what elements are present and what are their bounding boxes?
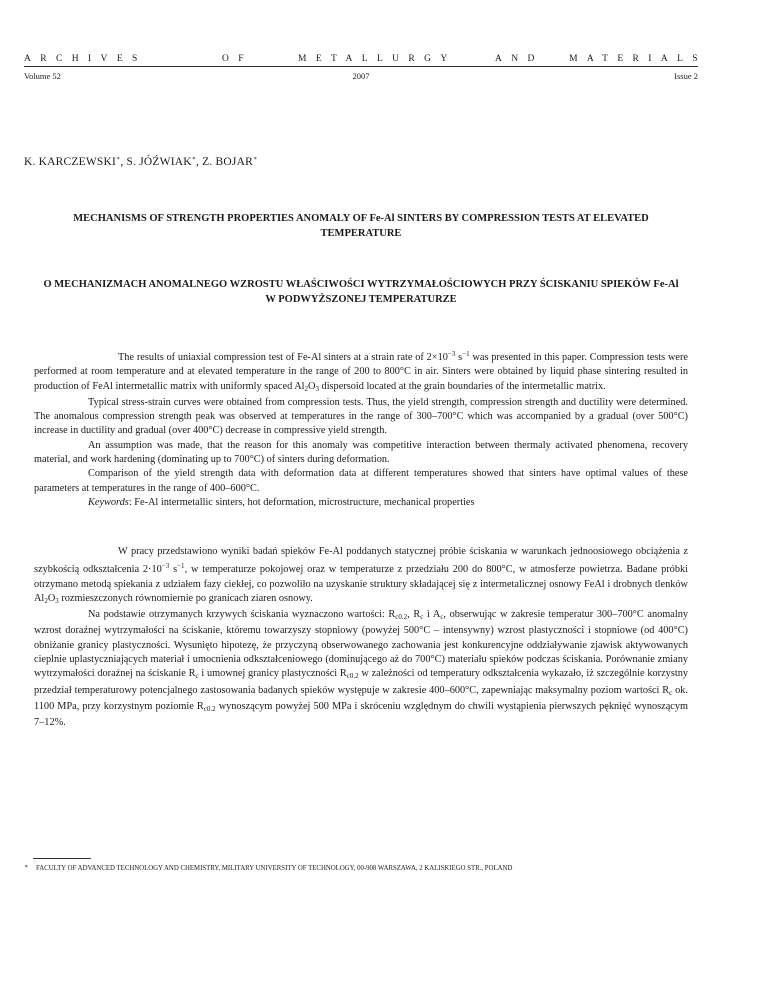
keywords-label: Keywords [88,496,129,508]
title-polish: O MECHANIZMACH ANOMALNEGO WZROSTU WŁAŚCIWOŚCI WYTRZYMAŁOŚCIOWYCH PRZY ŚCISKANIU SPIEKÓW Fe-Al W PODWYŻSZONEJ TEMPERATURZE [43,279,679,305]
journal-word: AND [495,54,544,64]
abstract-paragraph: W pracy przedstawiono wyniki badań spieków Fe-Al poddanych statycznej próbie ściskania w warunkach jednoosiowego obciążenia z szybkością odkształcenia $2\cdot 10^{-3}$ $s^{-1}$, w temperaturze pokojowej oraz w temperaturze z przedziału 200 do 800°C, w atmosferze powietrza. Badane próbki otrzymano metodą spiekania z udziałem fazy ciekłej, co pozwoliło na uzyskanie struktury składającej się z intermetalicznej osnowy FeAl i drobnych tlenków $Al_2O_3$ rozmieszczonych równomiernie po granicach ziaren osnowy. [34,546,688,605]
volume-label: Volume 52 [24,71,61,81]
author-name: Z. BOJAR [202,156,253,168]
journal-word: METALLURGY [298,54,457,64]
author-name: S. JÓŹWIAK [126,156,192,168]
abstract-paragraph: The results of uniaxial compression test of Fe-Al sinters at a strain rate of $2\times 10^{-3}$ $s^{-1}$ was presented in this paper. Compression tests were performed at room temperature and at elevated temperature in the range of 200 to 800°C in air. Sinters were obtained by liquid phase sintering resulted in production of FeAl intermetallic matrix with uniformly spaced $Al_2O_3$ dispersoid located at the grain boundaries of the intermetallic matrix. [34,350,688,393]
footnote-text: FACULTY OF ADVANCED TECHNOLOGY AND CHEMISTRY, MILITARY UNIVERSITY OF TECHNOLOGY, 00-908 WARSZAWA, 2 KALISKIEGO STR., POLAND [36,865,513,872]
abstract-paragraph: Na podstawie otrzymanych krzywych ściskania wyznaczono wartości: $R_{c0.2}$, $R_c$ i $A_c$, obserwując w zakresie temperatur 300–700°C anomalny wzrost doraźnej wytrzymałości na ściskanie, któremu towarzyszy stopniowy (powyżej 500°C – intensywny) wzrost plastyczności i stopniowe (od 400°C) obniżanie granicy plastyczności. Wysunięto hipotezę, że przyczyną obserwowanego zachowania jest konkurencyjne oddziaływanie zjawisk aktywowanych cieplnie uplastyczniających materiał i umocnienia odkształceniowego (dominującego aż do 700°C) materiału spieków podczas ściskania. Porównanie zmiany wytrzymałości doraźnej na ściskanie $R_c$ i umownej granicy plastyczności $R_{c0.2}$ w zależności od temperatury odkształcenia wykazało, iż szczególnie korzystny przedział temperaturowy potencjalnego zastosowania badanych spieków występuje w zakresie 400–600°C, zapewniając maksymalny poziom wartości $R_c$ ok. 1100 MPa, przy korzystnym poziomie $R_{c0.2}$ wynoszącym powyżej 500 MPa i skróceniu względnym do chwili wystąpienia pierwszych pęknięć wynoszącym 7–12%. [34,609,688,729]
abstract-paragraph: An assumption was made, that the reason for this anomaly was competitive interaction between thermaly activated phenomena, recovery material, and work hardening (dominating up to 700°C) of sinters during deformation. [34,439,688,466]
header-rule [24,66,698,67]
title-english: MECHANISMS OF STRENGTH PROPERTIES ANOMALY OF Fe-Al SINTERS BY COMPRESSION TESTS AT ELEVATED TEMPERATURE [73,213,649,239]
keywords-text: : Fe-Al intermetallic sinters, hot deformation, microstructure, mechanical properties [128,496,475,508]
journal-word: OF [222,54,253,64]
affiliation-mark: ∗ [252,156,258,162]
author-list: K. KARCZEWSKI∗, S. JÓŹWIAK∗, Z. BOJAR∗ [24,156,258,168]
abstract-paragraph: Typical stress-strain curves were obtained from compression tests. Thus, the yield strength, compression strength and ductility were determined. The anomalous compression strength peak was observed at temperatures in the range of 300–700°C which was accompanied by a gradual (over 500°C) increase in ductility and gradual (over 400°C) decrease in compressive yield strength. [34,396,688,437]
affiliation-mark: ∗ [191,156,197,162]
journal-word: ARCHIVES [24,54,147,64]
issue-label: Issue 2 [674,71,698,81]
author-name: K. KARCZEWSKI [24,156,117,168]
abstract-english [34,347,688,510]
issue-meta [24,71,698,83]
year-label: 2007 [352,71,370,81]
journal-word: MATERIALS [569,54,707,64]
abstract-paragraph: Comparison of the yield strength data with deformation data at different temperatures showed that sinters have optimal values of these parameters at temperatures in the range of 400–600°C. [34,468,688,494]
keywords-line [34,496,688,510]
abstract-polish [34,545,688,731]
footnote-rule [33,858,91,859]
footnote-mark: ∗ [24,864,29,870]
affiliation-mark: ∗ [116,156,121,162]
